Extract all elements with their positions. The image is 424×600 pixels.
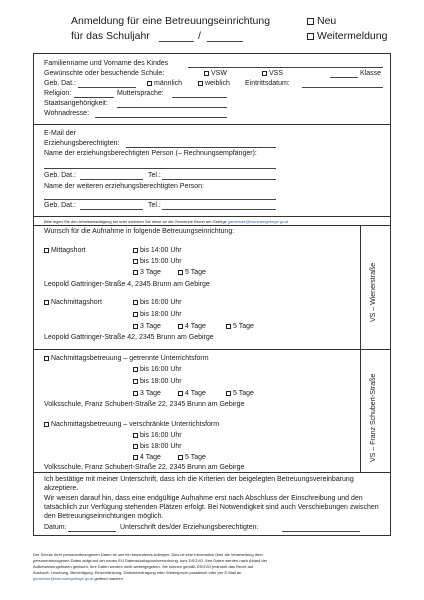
checkbox[interactable] xyxy=(133,391,138,396)
checkbox[interactable] xyxy=(133,259,138,264)
school-year-from-field[interactable] xyxy=(159,41,194,42)
privacy-line-4: Auskunft, Löschung, Berichtigung, Einschränkung, Datenübertragung oder Widerspruch postalisch oder per E-Mail an xyxy=(33,570,242,575)
guardian-phone-label: Tel.: xyxy=(148,172,161,179)
child-name-field[interactable] xyxy=(188,67,383,68)
male-checkbox[interactable] xyxy=(147,81,152,86)
section-divider xyxy=(33,349,391,350)
verschraenkt-until-18-option[interactable] xyxy=(133,443,182,451)
date-field[interactable] xyxy=(68,531,116,532)
mittagshort-option[interactable] xyxy=(44,247,86,255)
guardian2-phone-label: Tel.: xyxy=(148,202,161,209)
vss-label: VSS xyxy=(269,70,284,77)
option-label: 5 Tage xyxy=(233,323,254,330)
getrennt-checkbox[interactable] xyxy=(44,356,49,361)
option-label: 3 Tage xyxy=(140,390,161,397)
mother-tongue-label: Muttersprache: xyxy=(117,90,164,97)
confirm-line-2: akzeptiere. xyxy=(44,485,79,492)
option-label: bis 15:00 Uhr xyxy=(140,258,182,265)
guardian2-birthdate-field[interactable] xyxy=(80,209,143,210)
weitermeldung-label: Weitermeldung xyxy=(317,30,388,42)
option-label: bis 18:00 Uhr xyxy=(140,378,182,385)
birthdate-label: Geb. Dat.: xyxy=(44,80,76,87)
nachmittagshort-5days-option[interactable] xyxy=(226,323,254,331)
notice-line-3: den Betreuungseinrichtungen möglich. xyxy=(44,513,164,520)
guardian-email-field[interactable] xyxy=(126,147,276,148)
verschraenkt-option[interactable] xyxy=(44,421,219,429)
nachmittagshort-address: Leopold Gattringer-Straße 42, 2345 Brunn am Gebirge xyxy=(44,334,214,341)
nachmittagshort-until-16-option[interactable] xyxy=(133,299,182,307)
section-divider xyxy=(33,124,391,125)
mittagshort-5days-option[interactable] xyxy=(178,269,206,277)
option-label: bis 18:00 Uhr xyxy=(140,443,182,450)
guardian-birthdate-field[interactable] xyxy=(80,179,143,180)
guardian-name-field[interactable] xyxy=(44,168,276,169)
email-label-line1: E-Mail der xyxy=(44,130,76,137)
notice-line-2: tatsächlich zur Verfügung stehenden Plätzen erfolgt. Bei Notwendigkeit sind auch Verschiebungen zwischen xyxy=(44,504,379,511)
neu-label: Neu xyxy=(317,15,337,27)
religion-field[interactable] xyxy=(74,97,114,98)
privacy-line-5 xyxy=(33,576,124,581)
notice-email-link[interactable]: gemeinde@brunnamgebirge.gv.at xyxy=(227,219,289,224)
verschraenkt-4days-option[interactable] xyxy=(133,454,161,462)
checkbox[interactable] xyxy=(133,444,138,449)
checkbox[interactable] xyxy=(133,324,138,329)
privacy-email-link[interactable]: gemeinde@brunnamgebirge.gv.at xyxy=(33,576,94,581)
guardian2-name-field[interactable] xyxy=(44,199,276,200)
option-weitermeldung[interactable] xyxy=(307,30,387,43)
school-year-separator: / xyxy=(198,30,201,42)
option-label: 3 Tage xyxy=(140,269,161,276)
nachmittagshort-3days-option[interactable] xyxy=(133,323,161,331)
date-label: Datum: xyxy=(44,524,67,531)
mittagshort-label: Mittagshort xyxy=(51,247,86,254)
guardian-phone-field[interactable] xyxy=(162,179,276,180)
option-label: bis 16:00 Uhr xyxy=(140,366,182,373)
option-label: 5 Tage xyxy=(185,269,206,276)
section-divider xyxy=(33,472,391,473)
nachmittagshort-label: Nachmittagshort xyxy=(51,299,102,306)
guardian2-name-label: Name der weiteren erziehungsberechtigten Person: xyxy=(44,183,204,190)
option-label: bis 16:00 Uhr xyxy=(140,299,182,306)
checkbox[interactable] xyxy=(133,248,138,253)
weitermeldung-checkbox[interactable] xyxy=(307,33,314,40)
school-year-label: für das Schuljahr xyxy=(71,30,150,42)
checkbox[interactable] xyxy=(133,455,138,460)
verschraenkt-5days-option[interactable] xyxy=(178,454,206,462)
notice-line-1: Wir weisen darauf hin, dass eine endgültige Aufnahme erst nach Abschluss der Einschreibung und den xyxy=(44,495,363,502)
gender-female-option[interactable] xyxy=(198,80,230,88)
nachmittagshort-until-18-option[interactable] xyxy=(133,311,182,319)
nachmittagshort-option[interactable] xyxy=(44,299,102,307)
checkbox[interactable] xyxy=(133,300,138,305)
option-label: 4 Tage xyxy=(185,323,206,330)
privacy-line-2: personenbezogenen Daten aufgrund der neuen EU Datenschutzgrundverordnung, kurz DSGVO. Ihre Daten werden nach Ablauf der xyxy=(33,558,268,563)
signature-field[interactable] xyxy=(282,531,360,532)
section-divider xyxy=(33,225,391,226)
checkbox[interactable] xyxy=(133,312,138,317)
email-label-line2: Erziehungsberechtigten: xyxy=(44,140,120,147)
nachmittagshort-checkbox[interactable] xyxy=(44,300,49,305)
privacy-line-1: Der Schutz Ihrer personenbezogenen Daten ist uns ein besonderes Anliegen. Dies ist eine Information über die Verarbeitung Ihrer xyxy=(33,552,263,557)
vsw-label: VSW xyxy=(211,70,227,77)
mittagshort-until-15-option[interactable] xyxy=(133,258,182,266)
wish-heading: Wunsch für die Aufnahme in folgende Betreuungseinrichtung: xyxy=(44,228,235,235)
citizenship-field[interactable] xyxy=(117,107,227,108)
child-name-label: Familienname und Vorname des Kindes xyxy=(44,60,169,67)
checkbox[interactable] xyxy=(178,391,183,396)
guardian2-birthdate-label: Geb. Dat.: xyxy=(44,202,76,209)
side-label-wienerstrasse: VS – Wienerstraße xyxy=(370,262,377,322)
getrennt-3days-option[interactable] xyxy=(133,390,161,398)
side-column-divider xyxy=(360,349,361,472)
school-vss-option[interactable] xyxy=(262,70,283,78)
vsw-checkbox[interactable] xyxy=(204,71,209,76)
mittagshort-address: Leopold Gattringer-Straße 4, 2345 Brunn am Gebirge xyxy=(44,281,210,288)
verschraenkt-label: Nachmittagsbetreuung – verschränkte Unterrichtsform xyxy=(51,421,220,428)
verschraenkt-address: Volksschule, Franz Schubert-Straße 22, 2345 Brunn am Gebirge xyxy=(44,464,245,471)
work-confirmation-notice xyxy=(44,219,288,224)
checkbox[interactable] xyxy=(178,455,183,460)
checkbox[interactable] xyxy=(133,379,138,384)
address-label: Wohnadresse: xyxy=(44,110,90,117)
getrennt-5days-option[interactable] xyxy=(226,390,254,398)
mittagshort-checkbox[interactable] xyxy=(44,248,49,253)
male-label: männlich xyxy=(154,80,183,87)
section-divider xyxy=(33,216,391,217)
option-label: 3 Tage xyxy=(140,323,161,330)
female-checkbox[interactable] xyxy=(198,81,203,86)
checkbox[interactable] xyxy=(178,270,183,275)
privacy-closing-text: geltend machen. xyxy=(94,576,124,581)
getrennt-option[interactable] xyxy=(44,355,209,363)
gender-male-option[interactable] xyxy=(147,80,182,88)
school-vsw-option[interactable] xyxy=(204,70,227,78)
mother-tongue-field[interactable] xyxy=(172,97,227,98)
option-neu[interactable] xyxy=(307,15,336,28)
getrennt-4days-option[interactable] xyxy=(178,390,206,398)
address-field[interactable] xyxy=(95,117,227,118)
mittagshort-until-14-option[interactable] xyxy=(133,247,182,255)
side-column-divider xyxy=(360,226,361,349)
getrennt-until-18-option[interactable] xyxy=(133,378,182,386)
checkbox[interactable] xyxy=(133,367,138,372)
entry-date-field[interactable] xyxy=(302,87,383,88)
checkbox[interactable] xyxy=(133,433,138,438)
neu-checkbox[interactable] xyxy=(307,18,314,25)
getrennt-until-16-option[interactable] xyxy=(133,366,182,374)
option-label: 4 Tage xyxy=(140,454,161,461)
school-year-to-field[interactable] xyxy=(207,41,243,42)
option-label: bis 18:00 Uhr xyxy=(140,311,182,318)
klasse-field[interactable] xyxy=(330,77,358,78)
side-label-franz-schubert-strasse: VS – Franz Schubert-Straße xyxy=(370,373,377,462)
signature-label: Unterschrift des/der Erziehungsberechtigten: xyxy=(120,524,259,531)
checkbox[interactable] xyxy=(178,324,183,329)
checkbox[interactable] xyxy=(133,270,138,275)
option-label: 5 Tage xyxy=(185,454,206,461)
getrennt-label: Nachmittagsbetreuung – getrennte Unterrichtsform xyxy=(51,355,209,362)
mittagshort-3days-option[interactable] xyxy=(133,269,161,277)
entry-date-label: Eintrittsdatum: xyxy=(245,80,290,87)
checkbox[interactable] xyxy=(226,324,231,329)
klasse-label: Klasse xyxy=(360,70,382,77)
checkbox[interactable] xyxy=(226,391,231,396)
privacy-line-3: Aufbewahrungsfristen gelöscht. Ihre Daten werden nicht weitergegeben. Sie können gemäß DSGVO jederzeit das Recht auf xyxy=(33,564,254,569)
guardian-birthdate-label: Geb. Dat.: xyxy=(44,172,76,179)
verschraenkt-checkbox[interactable] xyxy=(44,422,49,427)
nachmittagshort-4days-option[interactable] xyxy=(178,323,206,331)
school-label: Gewünschte oder besuchende Schule: xyxy=(44,70,165,77)
option-label: 5 Tage xyxy=(233,390,254,397)
option-label: bis 14:00 Uhr xyxy=(140,247,182,254)
citizenship-label: Staatsangehörigkeit: xyxy=(44,100,108,107)
birthdate-field[interactable] xyxy=(78,87,136,88)
verschraenkt-until-16-option[interactable] xyxy=(133,432,182,440)
female-label: weiblich xyxy=(205,80,230,87)
getrennt-address: Volksschule, Franz Schubert-Straße 22, 2345 Brunn am Gebirge xyxy=(44,401,245,408)
confirm-line-1: Ich bestätige mit meiner Unterschrift, dass ich die Kriterien der beigelegten Betreuungsvereinbarung xyxy=(44,476,354,483)
guardian-name-label: Name der erziehungsberechtigten Person (– Rechnungsempfänger): xyxy=(44,150,257,157)
vss-checkbox[interactable] xyxy=(262,71,267,76)
option-label: bis 16:00 Uhr xyxy=(140,432,182,439)
option-label: 4 Tage xyxy=(185,390,206,397)
notice-text: Bitte legen Sie den Arbeitsbestätigung bei oder schicken Sie diese an die Gemeinde Brunn am Gebirge xyxy=(44,219,227,224)
form-title: Anmeldung für eine Betreuungseinrichtung xyxy=(71,15,271,27)
guardian2-phone-field[interactable] xyxy=(162,209,276,210)
religion-label: Religion: xyxy=(44,90,72,97)
